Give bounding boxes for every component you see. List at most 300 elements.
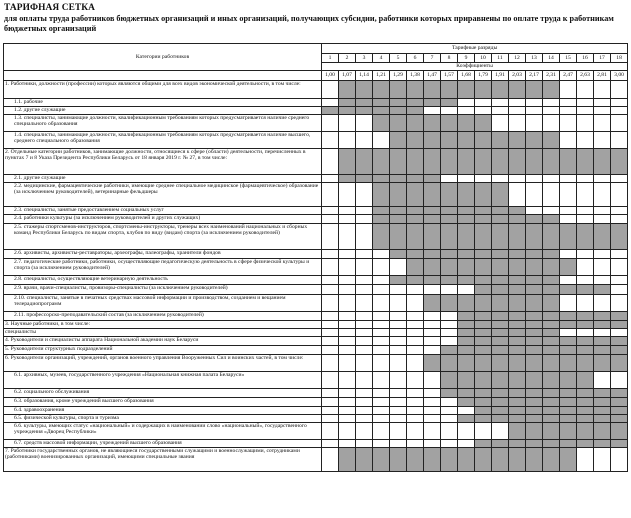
grade-cell-applicable [407, 107, 424, 115]
grade-cell-applicable [373, 448, 390, 472]
grade-cell-applicable [611, 337, 628, 346]
coefficient-value: 1,07 [339, 71, 356, 81]
grade-cell-applicable [407, 448, 424, 472]
grade-cell-empty [373, 312, 390, 321]
grade-cell-applicable [441, 215, 458, 224]
grade-cell-applicable [611, 398, 628, 407]
grade-cell-applicable [424, 132, 441, 149]
grade-cell-applicable [492, 440, 509, 448]
grade-cell-empty [339, 337, 356, 346]
grade-cell-empty [475, 423, 492, 440]
grade-cell-empty [441, 440, 458, 448]
grade-cell-applicable [577, 337, 594, 346]
grade-cell-applicable [458, 215, 475, 224]
grade-cell-empty [526, 107, 543, 115]
grade-cell-empty [441, 321, 458, 329]
coefficient-value: 1,91 [492, 71, 509, 81]
grade-cell-applicable [594, 355, 611, 372]
grade-cell-applicable [492, 285, 509, 295]
grade-cell-applicable [458, 224, 475, 250]
grade-cell-empty [356, 259, 373, 276]
grade-cell-empty [611, 183, 628, 207]
grade-cell-empty [407, 398, 424, 407]
grade-cell-applicable [543, 321, 560, 329]
grade-cell-empty [373, 415, 390, 423]
grade-cell-applicable [492, 346, 509, 355]
grade-cell-empty [339, 285, 356, 295]
grade-cell-empty [356, 372, 373, 389]
grade-cell-applicable [543, 407, 560, 415]
row-label: 5. Руководители структурных подразделений [4, 346, 322, 355]
grade-cell-empty [339, 224, 356, 250]
grade-cell-applicable [492, 295, 509, 312]
grade-cell-empty [560, 183, 577, 207]
grade-cell-applicable [611, 440, 628, 448]
grade-cell-empty [611, 81, 628, 99]
grade-cell-empty [594, 207, 611, 215]
grade-cell-applicable [390, 149, 407, 175]
grade-cell-empty [339, 132, 356, 149]
grade-cell-empty [373, 407, 390, 415]
grade-cell-applicable [458, 398, 475, 407]
grade-cell-empty [611, 259, 628, 276]
grade-cell-applicable [424, 81, 441, 99]
grade-cell-applicable [390, 132, 407, 149]
grade-cell-empty [322, 259, 339, 276]
category-header: Категории работников [4, 44, 322, 71]
grade-cell-applicable [458, 183, 475, 207]
grade-cell-empty [322, 448, 339, 472]
grade-cell-applicable [424, 207, 441, 215]
coefficient-value: 1,29 [390, 71, 407, 81]
grade-cell-empty [339, 346, 356, 355]
grade-cell-empty [322, 398, 339, 407]
grade-cell-applicable [356, 107, 373, 115]
grade-cell-empty [424, 423, 441, 440]
grade-cell-empty [526, 183, 543, 207]
grade-cell-applicable [492, 355, 509, 372]
grade-cell-applicable [441, 295, 458, 312]
grade-cell-applicable [390, 107, 407, 115]
table-row [4, 415, 628, 423]
grade-cell-applicable [458, 81, 475, 99]
grade-cell-applicable [543, 224, 560, 250]
grade-cell-empty [356, 346, 373, 355]
grade-cell-empty [577, 99, 594, 107]
grade-cell-applicable [373, 81, 390, 99]
coefficient-value: 2,03 [509, 71, 526, 81]
grade-cell-empty [441, 423, 458, 440]
grade-cell-empty [441, 337, 458, 346]
grade-cell-applicable [492, 183, 509, 207]
grade-cell-applicable [390, 207, 407, 215]
grade-cell-empty [611, 175, 628, 183]
grade-cell-empty [390, 285, 407, 295]
grade-cell-applicable [458, 132, 475, 149]
grade-cell-empty [441, 407, 458, 415]
table-row [4, 295, 628, 312]
grade-cell-applicable [594, 149, 611, 175]
coefficient-value: 1,47 [424, 71, 441, 81]
grade-cell-applicable [594, 389, 611, 398]
grade-cell-empty [577, 107, 594, 115]
grade-cell-applicable [458, 149, 475, 175]
grade-cell-applicable [475, 215, 492, 224]
grade-cell-empty [356, 224, 373, 250]
grade-number: 3 [356, 54, 373, 63]
grade-cell-applicable [577, 149, 594, 175]
grade-cell-empty [373, 295, 390, 312]
grade-cell-applicable [475, 346, 492, 355]
grade-cell-applicable [407, 81, 424, 99]
grade-cell-applicable [441, 372, 458, 389]
grade-number: 10 [475, 54, 492, 63]
grade-cell-applicable [492, 389, 509, 398]
grade-cell-empty [611, 276, 628, 285]
grade-cell-applicable [526, 285, 543, 295]
grade-cell-empty [373, 372, 390, 389]
grade-cell-empty [322, 355, 339, 372]
grade-cell-empty [424, 389, 441, 398]
grade-cell-applicable [560, 407, 577, 415]
grade-cell-empty [492, 423, 509, 440]
grade-cell-empty [560, 295, 577, 312]
grade-cell-applicable [475, 415, 492, 423]
grade-cell-applicable [492, 215, 509, 224]
grade-cell-applicable [424, 259, 441, 276]
grade-cell-empty [594, 372, 611, 389]
grade-cell-empty [322, 183, 339, 207]
grade-cell-applicable [543, 355, 560, 372]
row-label: 2.4. работники культуры (за исключением руководителей и других служащих) [4, 215, 322, 224]
grade-cell-applicable [543, 215, 560, 224]
grade-cell-applicable [458, 295, 475, 312]
grade-cell-empty [577, 259, 594, 276]
table-row [4, 149, 628, 175]
grade-cell-empty [543, 207, 560, 215]
grade-cell-applicable [373, 115, 390, 132]
grade-cell-empty [475, 175, 492, 183]
grade-cell-applicable [577, 321, 594, 329]
grade-cell-applicable [577, 224, 594, 250]
grade-cell-applicable [526, 132, 543, 149]
grade-cell-empty [424, 337, 441, 346]
table-row [4, 337, 628, 346]
grade-cell-empty [407, 423, 424, 440]
grade-cell-applicable [390, 215, 407, 224]
grade-cell-empty [390, 329, 407, 337]
grade-cell-empty [407, 337, 424, 346]
grade-cell-empty [560, 276, 577, 285]
row-label: 6.7. средств массовой информации, учреждений высшего образования [4, 440, 322, 448]
grade-cell-applicable [526, 81, 543, 99]
grade-cell-empty [390, 389, 407, 398]
grade-cell-empty [356, 115, 373, 132]
row-label: 6.1. архивных, музеев, государственного учреждения «Национальная книжная палата Беларуси» [4, 372, 322, 389]
table-row [4, 107, 628, 115]
table-row [4, 207, 628, 215]
grade-cell-empty [594, 329, 611, 337]
grade-cell-empty [424, 312, 441, 321]
grade-cell-empty [356, 389, 373, 398]
grade-cell-applicable [458, 207, 475, 215]
grade-cell-empty [322, 207, 339, 215]
grade-cell-applicable [458, 312, 475, 321]
coefficient-value: 2,81 [594, 71, 611, 81]
grade-cell-applicable [458, 321, 475, 329]
grade-cell-applicable [509, 81, 526, 99]
row-label: 3. Научные работники, в том числе: [4, 321, 322, 329]
grade-cell-applicable [475, 398, 492, 407]
grade-cell-applicable [560, 149, 577, 175]
grade-cell-applicable [441, 389, 458, 398]
grade-cell-applicable [577, 440, 594, 448]
grade-cell-applicable [492, 321, 509, 329]
row-label: 6.2. социального обслуживания [4, 389, 322, 398]
grade-cell-empty [322, 276, 339, 285]
grade-cell-applicable [509, 355, 526, 372]
row-label: 7. Работники государственных органов, не являющиеся государственными служащими и военнослужащими, сотрудниками (работниками) военизированных организаций, имеющими специальные звания [4, 448, 322, 472]
grade-cell-empty [577, 329, 594, 337]
grade-cell-applicable [526, 321, 543, 329]
grade-cell-applicable [509, 372, 526, 389]
grade-cell-applicable [424, 175, 441, 183]
grade-cell-empty [577, 207, 594, 215]
row-label: 2.3. специалисты, занятые предоставлением социальных услуг [4, 207, 322, 215]
grade-cell-applicable [577, 415, 594, 423]
grade-cell-applicable [458, 276, 475, 285]
grade-cell-empty [339, 329, 356, 337]
grade-cell-empty [441, 285, 458, 295]
grade-cell-empty [526, 99, 543, 107]
row-label: 2.8. специалисты, осуществляющие ветеринарную деятельность [4, 276, 322, 285]
grade-cell-empty [322, 285, 339, 295]
grade-cell-empty [356, 440, 373, 448]
grade-cell-empty [322, 346, 339, 355]
grade-cell-empty [322, 389, 339, 398]
grade-cell-empty [390, 440, 407, 448]
grade-cell-empty [509, 99, 526, 107]
grade-cell-applicable [526, 372, 543, 389]
grade-cell-empty [611, 448, 628, 472]
grade-cell-empty [356, 215, 373, 224]
grade-cell-applicable [543, 398, 560, 407]
grade-cell-applicable [424, 224, 441, 250]
grade-cell-applicable [475, 389, 492, 398]
row-label: 1.2. другие служащие [4, 107, 322, 115]
grade-cell-applicable [594, 312, 611, 321]
grade-cell-empty [611, 295, 628, 312]
row-label: 2.9. врачи, врачи-специалисты, провизоры-специалисты (за исключением руководителей) [4, 285, 322, 295]
grade-cell-empty [373, 321, 390, 329]
grade-cell-applicable [475, 407, 492, 415]
grade-cell-applicable [441, 115, 458, 132]
grade-cell-empty [322, 337, 339, 346]
grade-cell-empty [356, 321, 373, 329]
grade-cell-applicable [458, 329, 475, 337]
grade-cell-applicable [475, 81, 492, 99]
grade-cell-applicable [475, 448, 492, 472]
grade-cell-empty [339, 115, 356, 132]
table-row [4, 329, 628, 337]
grade-cell-empty [526, 115, 543, 132]
grade-cell-empty [373, 398, 390, 407]
grade-cell-applicable [356, 175, 373, 183]
grade-cell-applicable [458, 372, 475, 389]
grade-cell-empty [424, 372, 441, 389]
grade-cell-empty [594, 250, 611, 259]
grade-cell-applicable [509, 276, 526, 285]
grade-cell-applicable [390, 448, 407, 472]
row-label: специалисты [4, 329, 322, 337]
grade-cell-empty [577, 276, 594, 285]
grade-cell-applicable [611, 346, 628, 355]
grade-cell-applicable [543, 259, 560, 276]
grade-cell-empty [560, 81, 577, 99]
grade-cell-empty [322, 132, 339, 149]
row-label: 6. Руководители организаций, учреждений, органов военного управления Вооруженных Сил и воинских частей, в том числе: [4, 355, 322, 372]
grade-cell-applicable [560, 346, 577, 355]
grades-header: Тарифные разряды [322, 44, 628, 54]
grade-cell-applicable [441, 355, 458, 372]
grade-cell-applicable [492, 337, 509, 346]
grade-cell-applicable [509, 329, 526, 337]
row-label: 2.11. профессорско-преподавательский состав (за исключением руководителей) [4, 312, 322, 321]
grade-cell-applicable [509, 415, 526, 423]
grade-cell-applicable [390, 250, 407, 259]
grade-cell-applicable [475, 207, 492, 215]
grade-cell-empty [611, 115, 628, 132]
grade-cell-applicable [509, 346, 526, 355]
grade-cell-applicable [475, 372, 492, 389]
grade-cell-empty [424, 407, 441, 415]
grade-cell-applicable [577, 312, 594, 321]
grade-cell-applicable [441, 183, 458, 207]
grade-cell-empty [322, 175, 339, 183]
grade-cell-applicable [441, 81, 458, 99]
grade-cell-empty [594, 259, 611, 276]
grade-number: 4 [373, 54, 390, 63]
grade-cell-applicable [339, 175, 356, 183]
grade-cell-applicable [526, 295, 543, 312]
grade-cell-applicable [509, 407, 526, 415]
grade-cell-applicable [458, 355, 475, 372]
grade-cell-applicable [611, 224, 628, 250]
grade-cell-empty [492, 175, 509, 183]
grade-cell-empty [339, 398, 356, 407]
grade-cell-applicable [543, 132, 560, 149]
row-label: 2.2. медицинские, фармацевтические работники, имеющие среднее специальное медицинское (фармацевтическое) образование (за исключением руководителей), ветеринарные фельдшеры [4, 183, 322, 207]
grade-cell-empty [577, 115, 594, 132]
grade-cell-applicable [594, 224, 611, 250]
grade-cell-applicable [577, 355, 594, 372]
grade-cell-applicable [373, 175, 390, 183]
grade-cell-applicable [458, 115, 475, 132]
grade-cell-empty [441, 312, 458, 321]
grade-cell-applicable [339, 107, 356, 115]
grade-cell-empty [373, 346, 390, 355]
grade-cell-empty [322, 423, 339, 440]
grade-cell-empty [526, 207, 543, 215]
grade-cell-applicable [509, 337, 526, 346]
grade-cell-applicable [356, 149, 373, 175]
grade-cell-applicable [373, 99, 390, 107]
grade-cell-applicable [492, 132, 509, 149]
grade-cell-applicable [526, 407, 543, 415]
grade-cell-applicable [560, 312, 577, 321]
grade-cell-applicable [611, 149, 628, 175]
grade-cell-applicable [509, 149, 526, 175]
grade-cell-applicable [577, 346, 594, 355]
grade-cell-applicable [356, 99, 373, 107]
grade-cell-empty [339, 355, 356, 372]
grade-cell-applicable [526, 337, 543, 346]
table-row [4, 259, 628, 276]
grade-cell-applicable [509, 312, 526, 321]
table-row [4, 81, 628, 99]
grade-cell-applicable [475, 337, 492, 346]
grade-cell-applicable [475, 250, 492, 259]
coefficients-blank-cell [4, 71, 322, 81]
grade-cell-empty [577, 215, 594, 224]
grade-cell-applicable [492, 259, 509, 276]
grade-cell-empty [560, 107, 577, 115]
grade-cell-applicable [577, 407, 594, 415]
grade-cell-applicable [509, 207, 526, 215]
grade-cell-empty [543, 183, 560, 207]
grade-cell-applicable [475, 276, 492, 285]
grade-cell-applicable [526, 312, 543, 321]
grade-cell-applicable [492, 448, 509, 472]
grade-number: 5 [390, 54, 407, 63]
grade-cell-empty [407, 346, 424, 355]
grade-cell-empty [441, 398, 458, 407]
grade-cell-applicable [611, 423, 628, 440]
grade-cell-applicable [441, 250, 458, 259]
grade-cell-applicable [543, 81, 560, 99]
grade-cell-applicable [441, 207, 458, 215]
grade-cell-empty [390, 407, 407, 415]
grade-cell-empty [458, 285, 475, 295]
row-label: 2.10. специалисты, занятые в печатных средствах массовой информации и производством, созданием и вещанием телерадиопрограмм [4, 295, 322, 312]
grade-cell-applicable [356, 81, 373, 99]
grade-cell-empty [611, 250, 628, 259]
grade-cell-empty [458, 99, 475, 107]
grade-cell-applicable [424, 99, 441, 107]
grade-cell-applicable [577, 372, 594, 389]
grade-cell-empty [339, 207, 356, 215]
grade-number: 1 [322, 54, 339, 63]
grade-cell-applicable [458, 250, 475, 259]
grade-cell-empty [339, 250, 356, 259]
table-row [4, 285, 628, 295]
grade-cell-empty [560, 207, 577, 215]
grade-cell-applicable [611, 407, 628, 415]
coefficient-value: 2,31 [543, 71, 560, 81]
grade-cell-applicable [560, 285, 577, 295]
grade-cell-applicable [543, 250, 560, 259]
grade-cell-applicable [424, 250, 441, 259]
grade-cell-empty [322, 440, 339, 448]
grade-cell-empty [339, 276, 356, 285]
grade-cell-applicable [441, 259, 458, 276]
grade-cell-empty [492, 99, 509, 107]
grade-cell-empty [373, 337, 390, 346]
grade-cell-empty [407, 321, 424, 329]
grade-cell-empty [339, 183, 356, 207]
grade-cell-applicable [390, 183, 407, 207]
table-row [4, 440, 628, 448]
